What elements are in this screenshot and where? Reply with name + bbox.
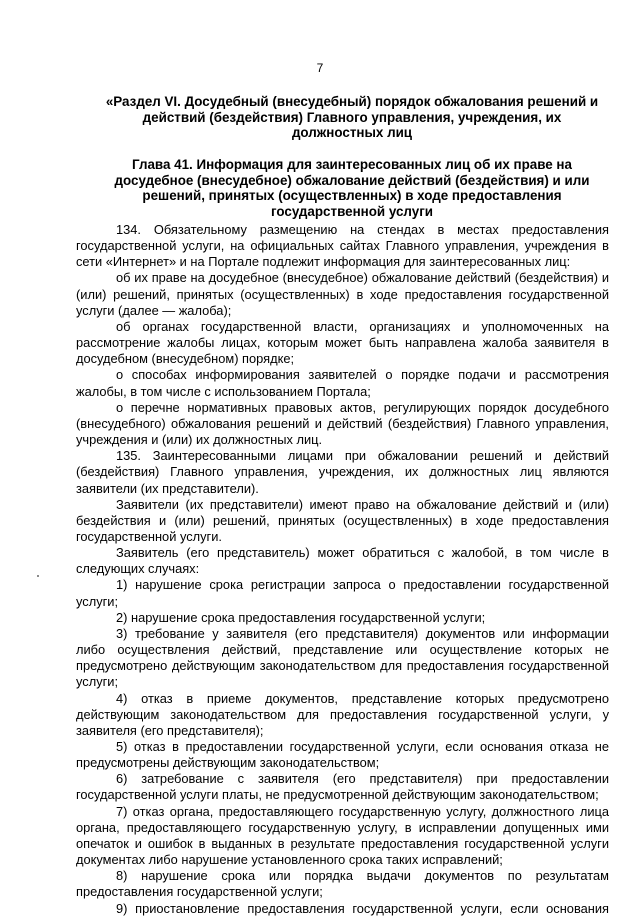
paragraph-right-to-appeal: об их праве на досудебное (внесудебное) обжалование действий (бездействия) и (или) решений, принятых (осуществленных) в ходе предоставления государственной услуги (далее — жалоба);: [76, 270, 609, 318]
paragraph-134: 134. Обязательному размещению на стендах в местах предоставления государственной услуги, на официальных сайтах Главного управления, учреждения в сети «Интернет» и на Портале подлежит информация для заинтересованных лиц:: [76, 222, 609, 270]
list-item-7: 7) отказ органа, предоставляющего государственную услугу, должностного лица органа, предоставляющего государственную услугу, в исправлении допущенных ими опечаток и ошибок в выданных в результате предоставления государственной услуги документах либо нарушение установленного срока таких исправлений;: [76, 803, 609, 868]
list-item-4: 4) отказ в приеме документов, представление которых предусмотрено действующим законодательством для предоставления государственной услуги, у заявителя (его представителя);: [76, 690, 609, 738]
paragraph-informing-methods: о способах информирования заявителей о порядке подачи и рассмотрения жалобы, в том числе с использованием Портала;: [76, 367, 609, 399]
paragraph-cases-intro: Заявитель (его представитель) может обратиться с жалобой, в том числе в следующих случаях:: [76, 545, 609, 577]
list-item-8: 8) нарушение срока или порядка выдачи документов по результатам предоставления государственной услуги;: [76, 868, 609, 900]
list-item-6: 6) затребование с заявителя (его представителя) при предоставлении государственной услуги платы, не предусмотренной действующим законодательством;: [76, 771, 609, 803]
section-title: «Раздел VI. Досудебный (внесудебный) порядок обжалования решений и действий (бездействия) Главного управления, учреждения, их должностных лиц: [105, 94, 599, 141]
paragraph-135: 135. Заинтересованными лицами при обжаловании решений и действий (бездействия) Главного управления, учреждения, их должностных лиц являются заявители (их представители).: [76, 448, 609, 496]
list-item-5: 5) отказ в предоставлении государственной услуги, если основания отказа не предусмотрены действующим законодательством;: [76, 739, 609, 771]
paragraph-authorities: об органах государственной власти, организациях и уполномоченных на рассмотрение жалобы лицах, которым может быть направлена жалоба заявителя в досудебном (внесудебном) порядке;: [76, 318, 609, 367]
document-body: [76, 222, 609, 917]
page-number: 7: [316, 61, 324, 75]
list-item-1: 1) нарушение срока регистрации запроса о предоставлении государственной услуги;: [76, 577, 609, 609]
list-item-2: 2) нарушение срока предоставления государственной услуги;: [116, 609, 486, 625]
scan-speck: [37, 575, 39, 577]
chapter-title: Глава 41. Информация для заинтересованных лиц об их праве на досудебное (внесудебное) обжалование действий (бездействия) и или решений, принятых (осуществленных) в ходе предоставления государственной услуги: [114, 157, 590, 219]
paragraph-legal-acts: о перечне нормативных правовых актов, регулирующих порядок досудебного (внесудебного) обжалования решений и действий (бездействия) Главного управления, учреждения и (или) их должностных лиц.: [76, 399, 609, 448]
list-item-3: 3) требование у заявителя (его представителя) документов или информации либо осуществления действий, представление или осуществление которых не предусмотрено действующим законодательством для предоставления государственной услуги;: [76, 625, 609, 690]
list-item-9: 9) приостановление предоставления государственной услуги, если основания: [116, 900, 609, 916]
paragraph-applicants-right: Заявители (их представители) имеют право на обжалование действий и (или) бездействия и (или) решений, принятых (осуществленных) в ходе предоставления государственной услуги.: [76, 496, 609, 544]
